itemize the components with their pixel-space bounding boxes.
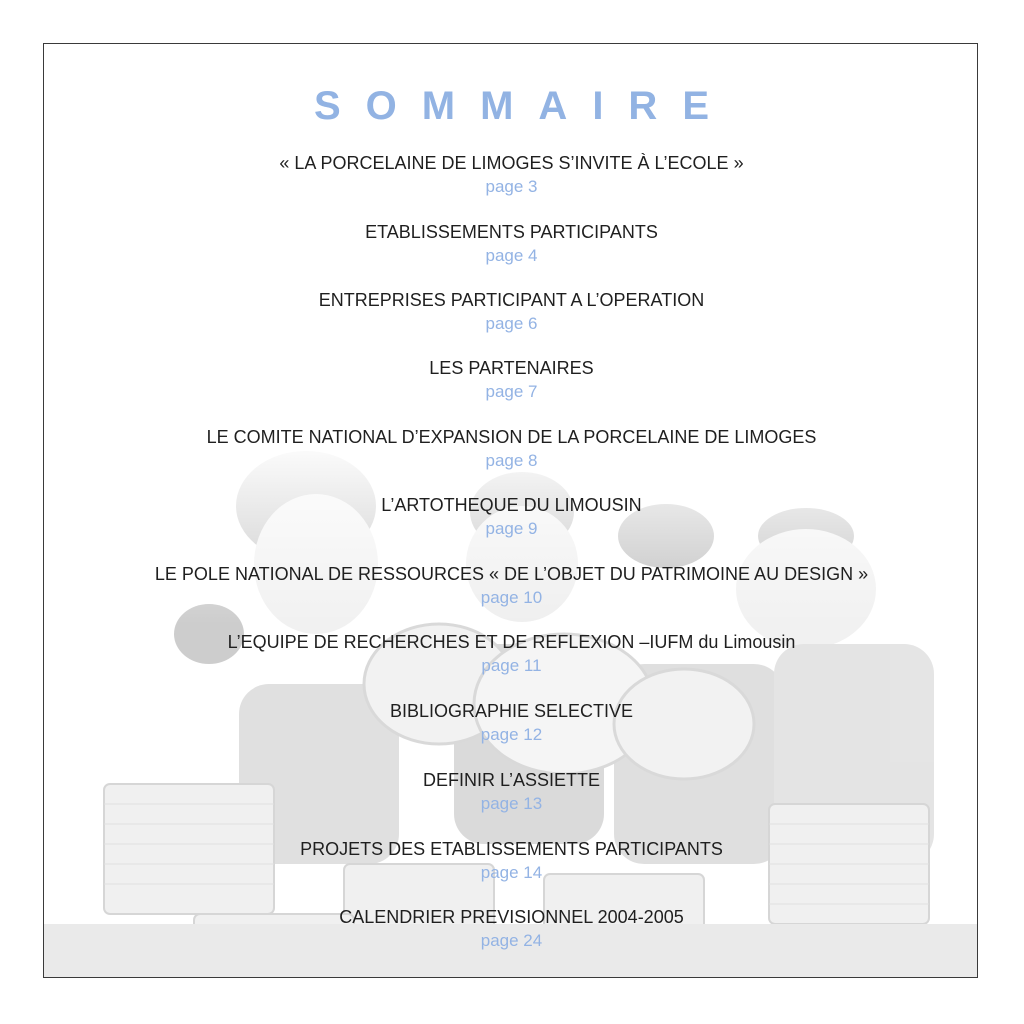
toc-entry-title: « LA PORCELAINE DE LIMOGES S’INVITE À L’ECOLE »	[279, 153, 744, 173]
toc-entry	[44, 769, 978, 815]
page-title: SOMMAIRE	[314, 84, 734, 128]
toc-entry-page: page 24	[480, 931, 543, 950]
toc-entry	[44, 838, 978, 884]
toc-entry-title: DEFINIR L’ASSIETTE	[422, 770, 601, 790]
toc-entry-page: page 12	[480, 725, 543, 744]
toc-entry	[44, 426, 978, 472]
toc-entry-title: LE POLE NATIONAL DE RESSOURCES « DE L’OBJET DU PATRIMOINE AU DESIGN »	[154, 564, 869, 584]
toc-entry-page: page 7	[485, 382, 538, 401]
toc-entry	[44, 906, 978, 952]
toc-entry-page: page 13	[480, 794, 543, 813]
toc-entry-page: page 8	[485, 451, 538, 470]
toc-entry-page: page 6	[485, 314, 538, 333]
toc-entry	[44, 563, 978, 609]
toc-entry	[44, 494, 978, 540]
toc-entry-title: LES PARTENAIRES	[429, 358, 594, 378]
summary-frame	[43, 43, 978, 978]
toc-entry-page: page 4	[485, 246, 538, 265]
toc-entry	[44, 289, 978, 335]
toc-entry	[44, 700, 978, 746]
toc-entry-page: page 11	[481, 656, 542, 675]
toc-entry	[44, 221, 978, 267]
toc-entry-page: page 9	[485, 519, 538, 538]
toc-entry-title: LE COMITE NATIONAL D’EXPANSION DE LA PORCELAINE DE LIMOGES	[206, 427, 817, 447]
toc-entry-title: BIBLIOGRAPHIE SELECTIVE	[389, 701, 634, 721]
toc-entry-title: PROJETS DES ETABLISSEMENTS PARTICIPANTS	[300, 839, 723, 859]
toc-entry-page: page 14	[480, 863, 543, 882]
toc-entry	[44, 631, 978, 677]
toc-entry-page: page 3	[485, 177, 538, 196]
toc-entry-page: page 10	[480, 588, 543, 607]
toc-entry-title: ETABLISSEMENTS PARTICIPANTS	[365, 222, 658, 242]
toc-entry-title: L’EQUIPE DE RECHERCHES ET DE REFLEXION –IUFM du Limousin	[227, 632, 796, 652]
toc-entry-title: CALENDRIER PREVISIONNEL 2004-2005	[339, 907, 684, 927]
toc-entry	[44, 357, 978, 403]
toc-entry	[44, 152, 978, 198]
toc-entry-title: ENTREPRISES PARTICIPANT A L’OPERATION	[318, 290, 705, 310]
toc-entry-title: L’ARTOTHEQUE DU LIMOUSIN	[381, 495, 642, 515]
